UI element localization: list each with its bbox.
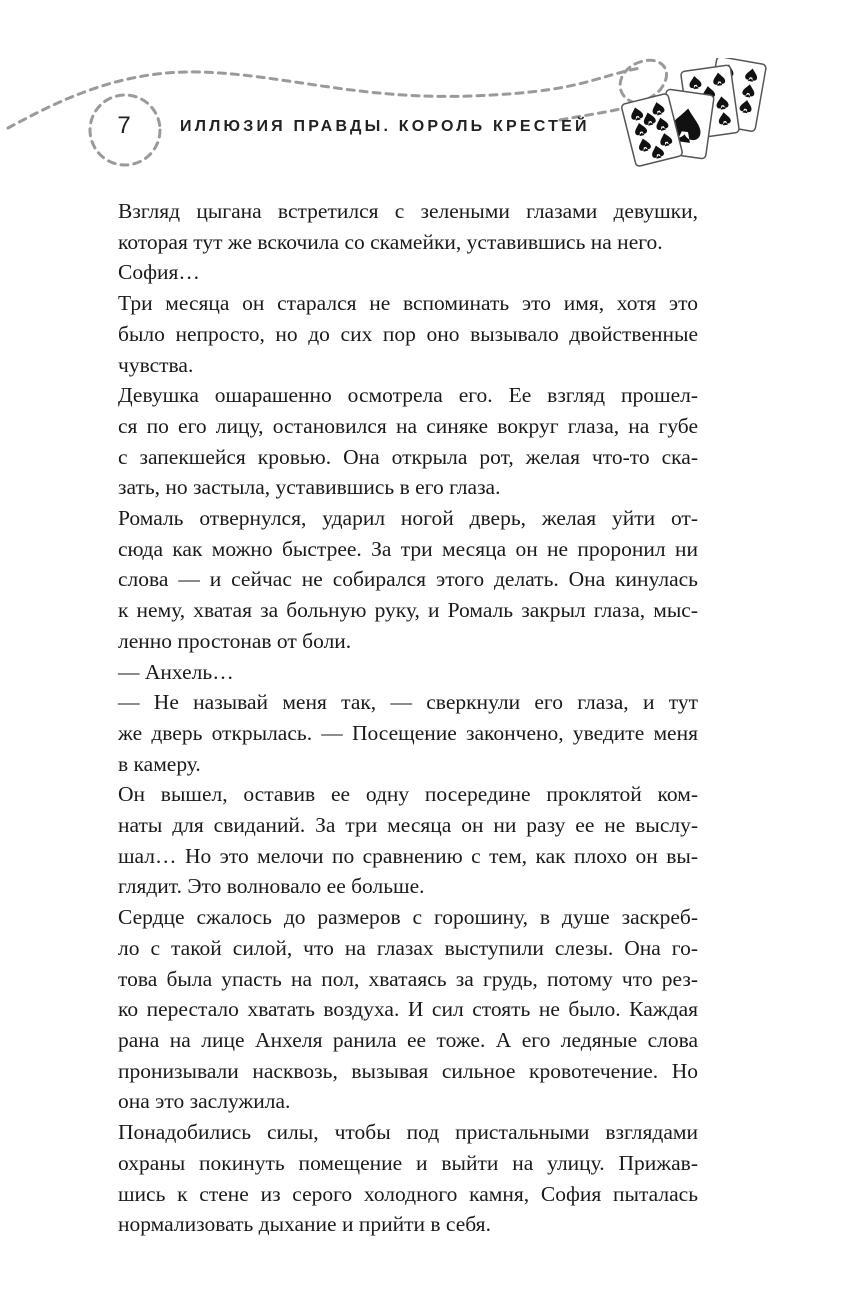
text-line: — Анхель… [118, 659, 234, 684]
text-line: това была упасть на пол, хватаясь за грудь, потому что рез- [118, 966, 698, 991]
paragraph [118, 380, 698, 503]
paragraph [118, 687, 698, 779]
text-line: ло с такой силой, что на глазах выступили слезы. Она го- [118, 935, 698, 960]
text-line: в камеру. [118, 751, 201, 776]
body-text [118, 196, 698, 1240]
paragraph [118, 257, 698, 288]
running-title: ИЛЛЮЗИЯ ПРАВДЫ. КОРОЛЬ КРЕСТЕЙ [180, 118, 590, 135]
text-line: сюда как можно быстрее. За три месяца он не проронил ни [118, 536, 698, 561]
text-line: Девушка ошарашенно осмотрела его. Ее взгляд прошел- [118, 383, 698, 408]
text-line: рана на лице Анхеля ранила ее тоже. А его ледяные слова [118, 1027, 698, 1052]
text-line: шал… Но это мелочи по сравнению с тем, как плохо он вы- [118, 843, 698, 868]
page-number: 7 [117, 112, 131, 139]
text-line: ленно простонав от боли. [118, 628, 352, 653]
text-line: же дверь открылась. — Посещение закончено, уведите меня [118, 720, 698, 745]
paragraph [118, 779, 698, 902]
text-line: с запекшейся кровью. Она открыла рот, желая что-то ска- [118, 444, 698, 469]
text-line: Он вышел, оставив ее одну посередине проклятой ком- [118, 782, 698, 807]
text-line: шись к стене из серого холодного камня, София пыталась [118, 1181, 698, 1206]
text-line: Ромаль отвернулся, ударил ногой дверь, желая уйти от- [118, 506, 698, 531]
text-line: которая тут же вскочила со скамейки, уставившись на него. [118, 229, 663, 254]
text-line: глядит. Это волновало ее больше. [118, 874, 425, 899]
text-line: пронизывали насквозь, вызывая сильное кровотечение. Но [118, 1058, 698, 1083]
text-line: Три месяца он старался не вспоминать это имя, хотя это [118, 291, 698, 316]
text-line: слова — и сейчас не собирался этого делать. Она кинулась [118, 567, 698, 592]
text-line: ся по его лицу, остановился на синяке вокруг глаза, на губе [118, 413, 698, 438]
paragraph [118, 503, 698, 657]
text-line: ко перестало хватать воздуха. И сил стоять не было. Каждая [118, 997, 698, 1022]
paragraph [118, 1117, 698, 1240]
paragraph [118, 657, 698, 688]
text-line: Сердце сжалось до размеров с горошину, в душе заскреб- [118, 905, 698, 930]
paragraph [118, 196, 698, 257]
text-line: наты для свиданий. За три месяца он ни разу ее не выслу- [118, 813, 698, 838]
paragraph [118, 288, 698, 380]
text-line: нормализовать дыхание и прийти в себя. [118, 1212, 491, 1237]
text-line: Понадобились силы, чтобы под пристальными взглядами [118, 1120, 698, 1145]
text-line: Взгляд цыгана встретился с зелеными глазами девушки, [118, 199, 698, 223]
paragraph [118, 902, 698, 1117]
text-line: к нему, хватая за больную руку, и Ромаль закрыл глаза, мыс- [118, 598, 698, 623]
text-line: она это заслужила. [118, 1089, 291, 1114]
text-line: охраны покинуть помещение и выйти на улицу. Прижав- [118, 1150, 698, 1175]
text-line: София… [118, 260, 200, 285]
text-line: зать, но застыла, уставившись в его глаза. [118, 475, 501, 500]
text-line: чувства. [118, 352, 194, 377]
text-line: было непросто, но до сих пор оно вызывало двойственные [118, 321, 698, 346]
text-line: — Не называй меня так, — сверкнули его глаза, и тут [118, 690, 698, 715]
playing-cards-icon [618, 58, 788, 168]
